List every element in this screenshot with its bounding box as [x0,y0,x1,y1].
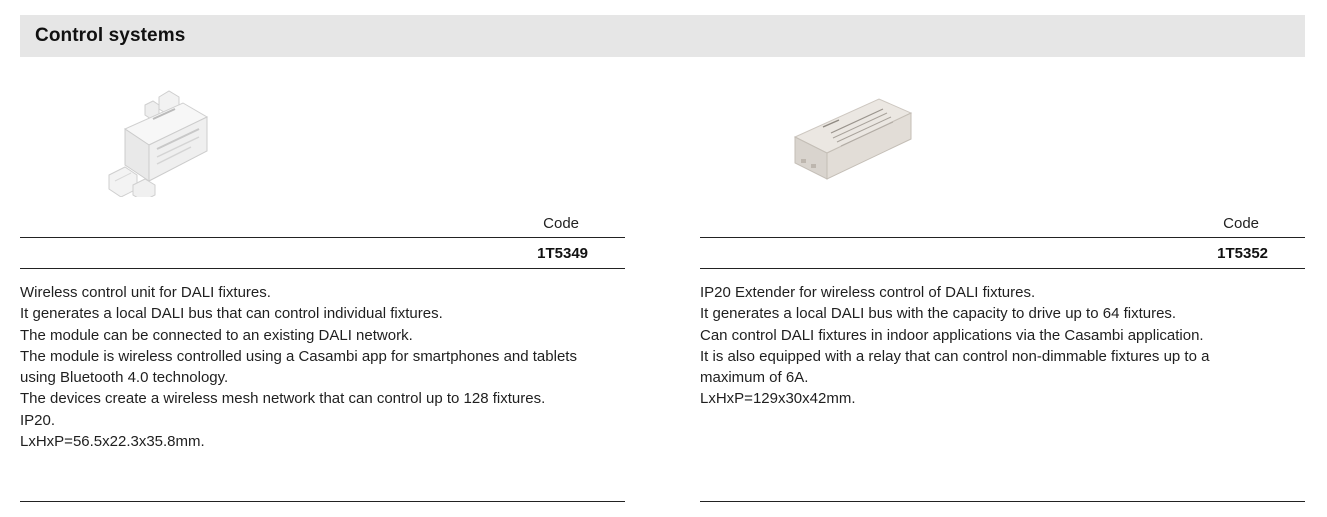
description-line: It generates a local DALI bus with the capacity to drive up to 64 fixtures. [700,305,1177,323]
bottom-divider [700,501,1305,502]
description-line: LxHxP=56.5x22.3x35.8mm. [20,433,205,451]
product-code: 1T5349 [537,245,588,262]
product-code: 1T5352 [1217,245,1268,262]
code-row [700,238,1305,269]
description-line: The module can be connected to an existing DALI network. [20,326,413,344]
description-line: The devices create a wireless mesh network that can control up to 128 fixtures. [20,390,546,408]
casambi-dali-module-image [35,71,275,197]
code-header [700,212,1305,238]
description-line: using Bluetooth 4.0 technology. [20,369,229,387]
code-row [20,238,625,269]
code-label: Code [543,215,579,232]
description-line: maximum of 6A. [700,369,809,387]
description-line: The module is wireless controlled using a Casambi app for smartphones and tablets [20,347,577,365]
description-line: It generates a local DALI bus that can control individual fixtures. [20,305,443,323]
code-label: Code [1223,215,1259,232]
description-line: Can control DALI fixtures in indoor applications via the Casambi application. [700,326,1204,344]
product-card-1 [20,57,625,517]
product-card-2 [700,57,1305,517]
description-line: Wireless control unit for DALI fixtures. [20,284,271,301]
description-line: IP20. [20,411,56,429]
dali-extender-box-image [715,71,955,197]
code-header [20,212,625,238]
description-line: It is also equipped with a relay that can control non-dimmable fixtures up to a [700,347,1210,365]
bottom-divider [20,501,625,502]
description-line: IP20 Extender for wireless control of DALI fixtures. [700,284,1036,301]
section-header [20,15,1305,57]
product-description [20,282,625,452]
product-description [700,282,1305,410]
section-title: Control systems [35,25,186,46]
description-line: LxHxP=129x30x42mm. [700,390,856,408]
